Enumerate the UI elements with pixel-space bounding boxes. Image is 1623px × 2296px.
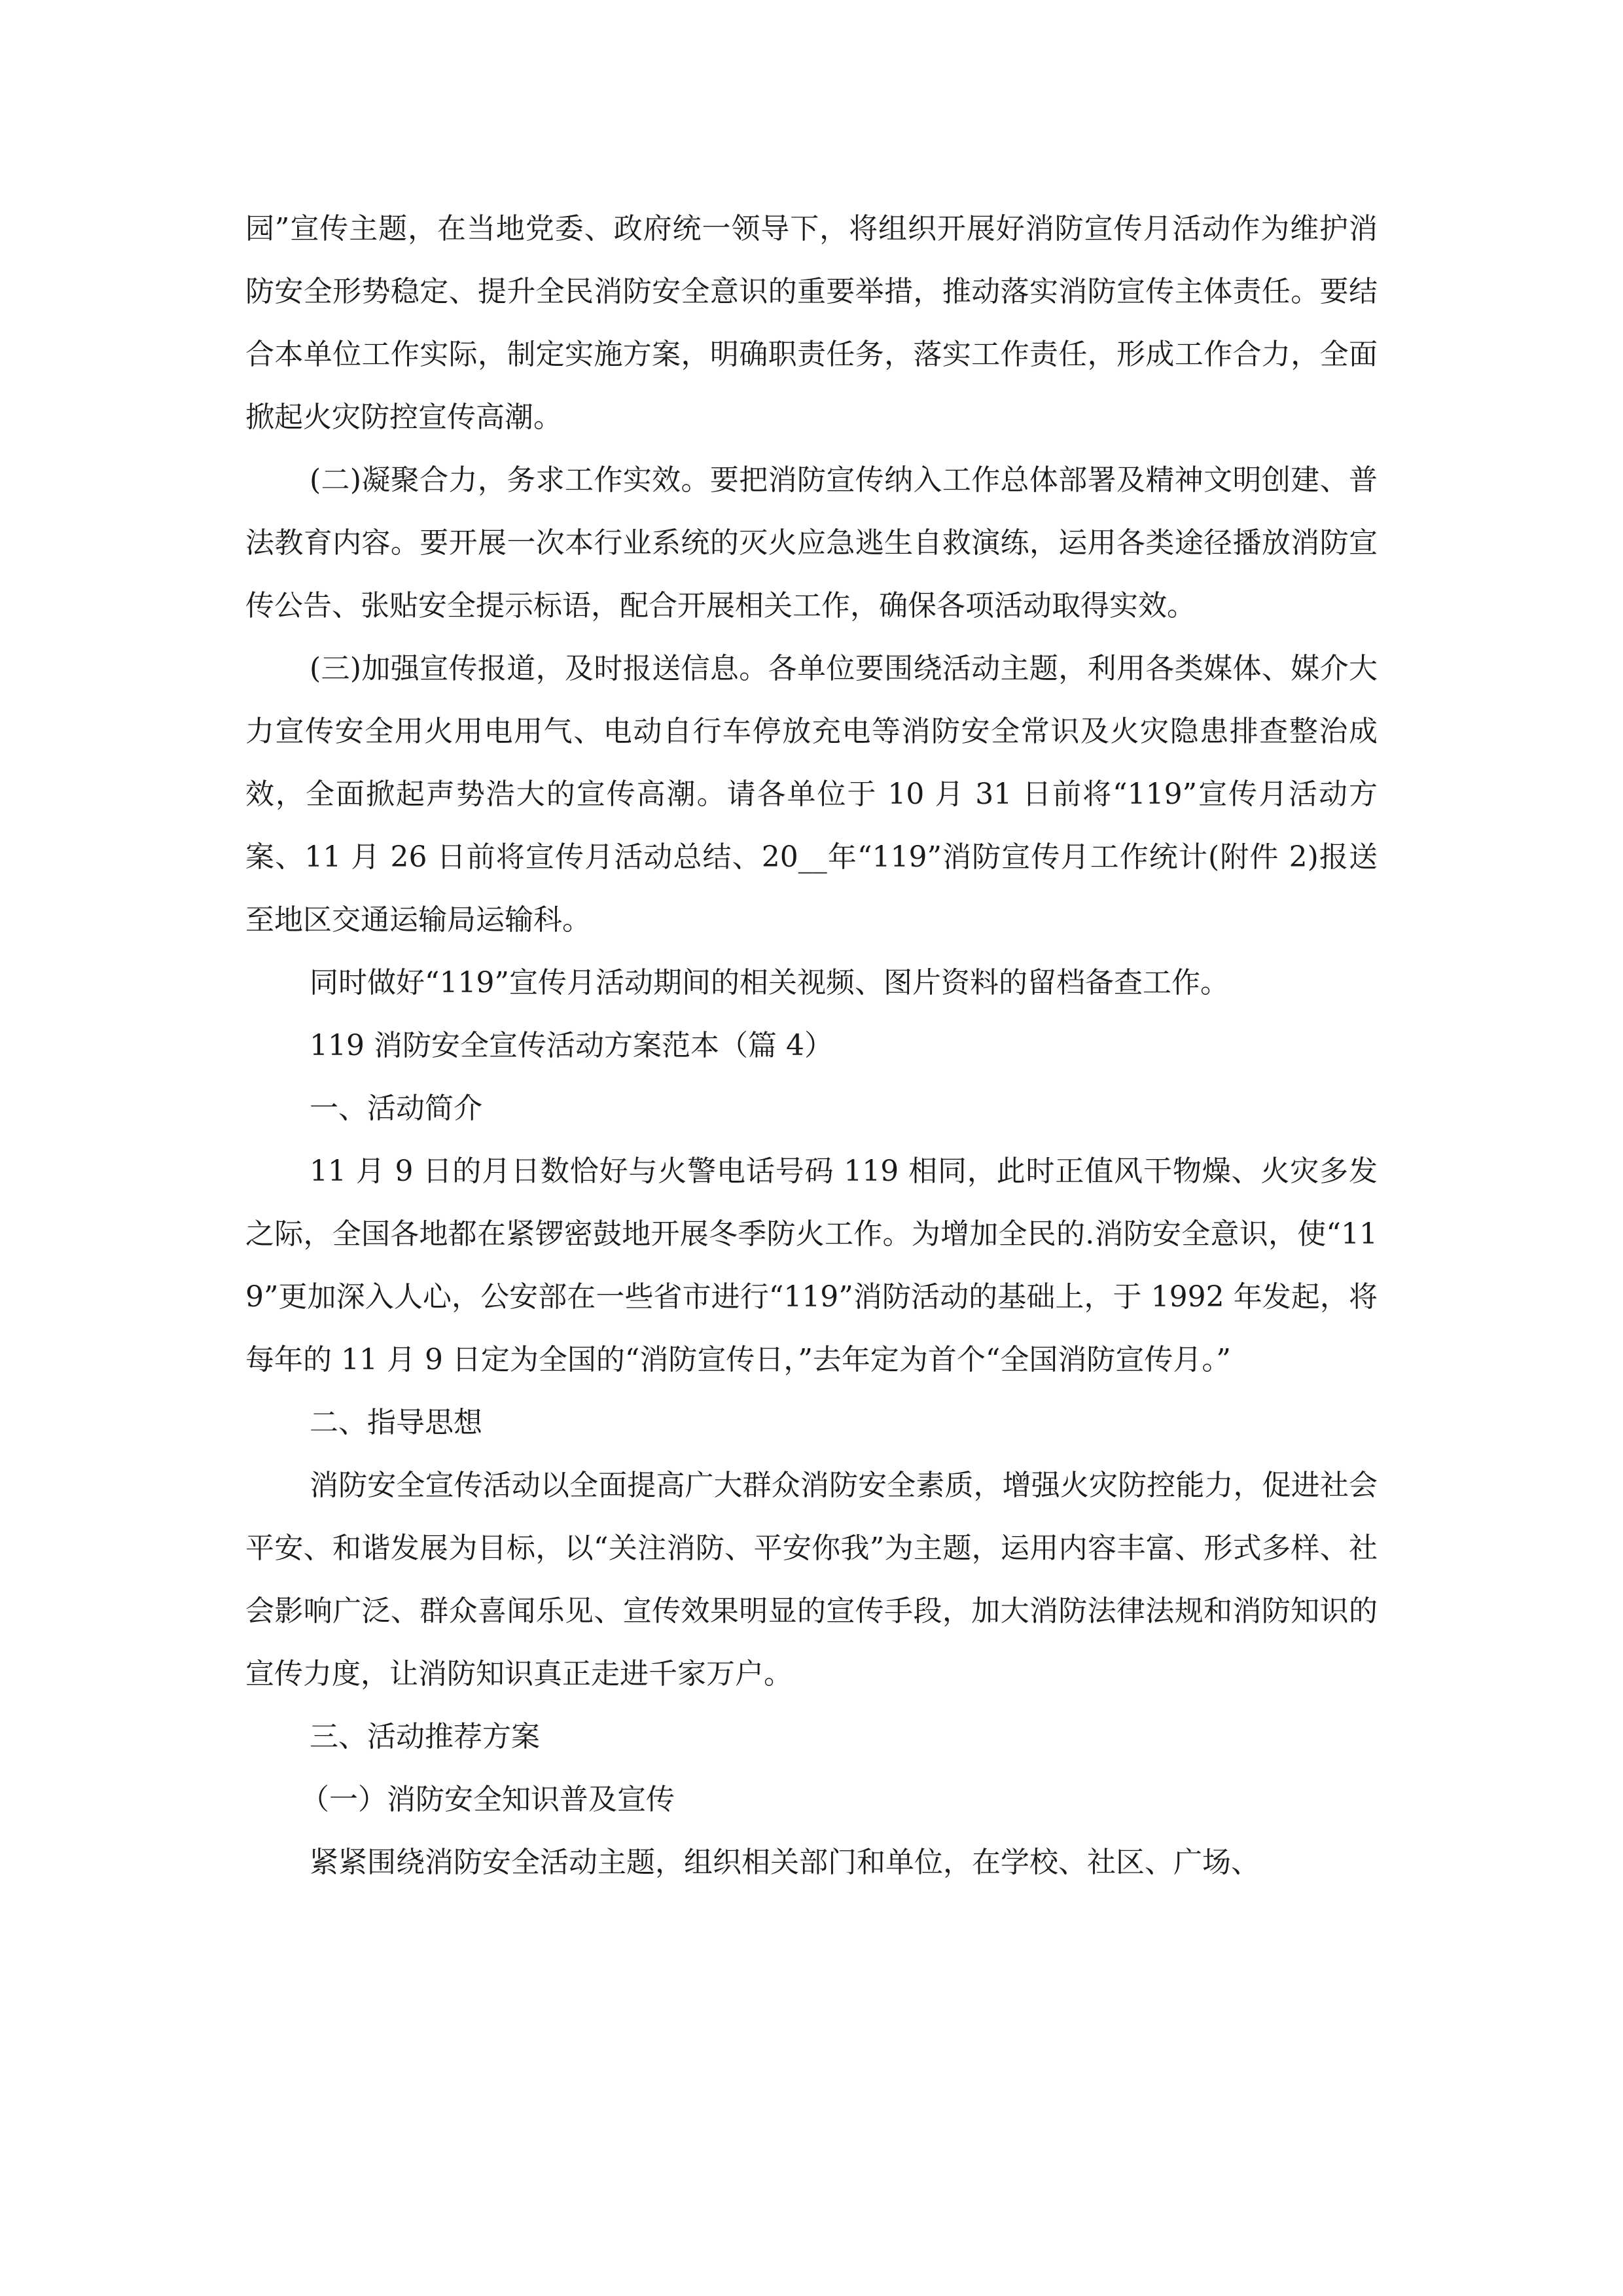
paragraph-activity-intro: 11 月 9 日的月日数恰好与火警电话号码 119 相同，此时正值风干物燥、火灾多发之际，全国各地都在紧锣密鼓地开展冬季防火工作。为增加全民的.消防安全意识，使“119”更加深入人心，公安部在一些省市进行“119”消防活动的基础上，于 1992 年发起，将每年的 11 月 9 日定为全国的“消防宣传日，”去年定为首个“全国消防宣传月。” bbox=[245, 1155, 1378, 1376]
paragraph-guiding-idea: 消防安全宣传活动以全面提高广大群众消防安全素质，增强火灾防控能力，促进社会平安、和谐发展为目标，以“关注消防、平安你我”为主题，运用内容丰富、形式多样、社会影响广泛、群众喜闻乐见、宣传效果明显的宣传手段，加大消防法律法规和消防知识的宣传力度，让消防知识真正走进千家万户。 bbox=[245, 1469, 1378, 1691]
document-body bbox=[245, 198, 1378, 1894]
heading-guiding-idea: 二、指导思想 bbox=[310, 1406, 482, 1439]
paragraph-knowledge-promotion: 紧紧围绕消防安全活动主题，组织相关部门和单位，在学校、社区、广场、 bbox=[310, 1846, 1260, 1879]
paragraph-archive-note: 同时做好“119”宣传月活动期间的相关视频、图片资料的留档备查工作。 bbox=[310, 966, 1229, 999]
paragraph-section-2: (二)凝聚合力，务求工作实效。要把消防宣传纳入工作总体部署及精神文明创建、普法教育内容。要开展一次本行业系统的灭火应急逃生自救演练，运用各类途径播放消防宣传公告、张贴安全提示标语，配合开展相关工作，确保各项活动取得实效。 bbox=[245, 463, 1378, 622]
document-title-part-4: 119 消防安全宣传活动方案范本（篇 4） bbox=[310, 1029, 833, 1062]
paragraph-section-3: (三)加强宣传报道，及时报送信息。各单位要围绕活动主题，利用各类媒体、媒介大力宣传安全用火用电用气、电动自行车停放充电等消防安全常识及火灾隐患排查整治成效，全面掀起声势浩大的宣传高潮。请各单位于 10 月 31 日前将“119”宣传月活动方案、11 月 26 日前将宣传月活动总结、20__年“119”消防宣传月工作统计(附件 2)报送至地区交通运输局运输科。 bbox=[245, 652, 1378, 937]
heading-recommended-plan: 三、活动推荐方案 bbox=[310, 1720, 540, 1753]
paragraph-continuation: 园”宣传主题，在当地党委、政府统一领导下，将组织开展好消防宣传月活动作为维护消防安全形势稳定、提升全民消防安全意识的重要举措，推动落实消防宣传主体责任。要结合本单位工作实际，制定实施方案，明确职责任务，落实工作责任，形成工作合力，全面掀起火灾防控宣传高潮。 bbox=[245, 212, 1378, 434]
heading-knowledge-promotion: （一）消防安全知识普及宣传 bbox=[300, 1783, 675, 1816]
heading-activity-intro: 一、活动简介 bbox=[310, 1092, 482, 1125]
